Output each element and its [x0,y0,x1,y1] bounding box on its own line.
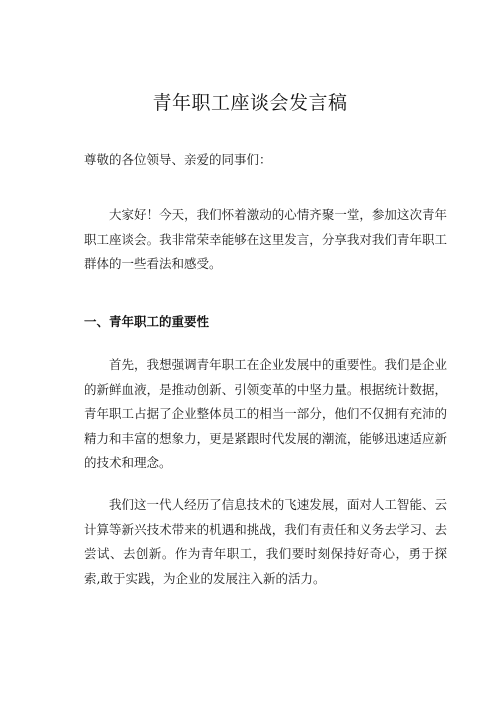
paragraph-intro: 大家好！今天，我们怀着激动的心情齐聚一堂，参加这次青年职工座谈会。我非常荣幸能够在这里发言，分享我对我们青年职工群体的一些看法和感受。 [84,207,447,271]
salutation: 尊敬的各位领导、亲爱的同事们： [84,152,272,167]
paragraph-technology: 我们这一代人经历了信息技术的飞速发展，面对人工智能、云计算等新兴技术带来的机遇和挑战，我们有责任和义务去学习、去尝试、去创新。作为青年职工，我们要时刻保持好奇心，勇于探索,敢于实践，为企业的发展注入新的活力。 [84,497,447,586]
section-heading: 一、青年职工的重要性 [84,314,210,329]
document-title: 青年职工座谈会发言稿 [152,92,348,114]
paragraph-importance: 首先，我想强调青年职工在企业发展中的重要性。我们是企业的新鲜血液，是推动创新、引领变革的中坚力量。根据统计数据，青年职工占据了企业整体员工的相当一部分，他们不仅拥有充沛的精力和丰富的想象力，更是紧跟时代发展的潮流，能够迅速适应新的技术和理念。 [84,357,447,470]
